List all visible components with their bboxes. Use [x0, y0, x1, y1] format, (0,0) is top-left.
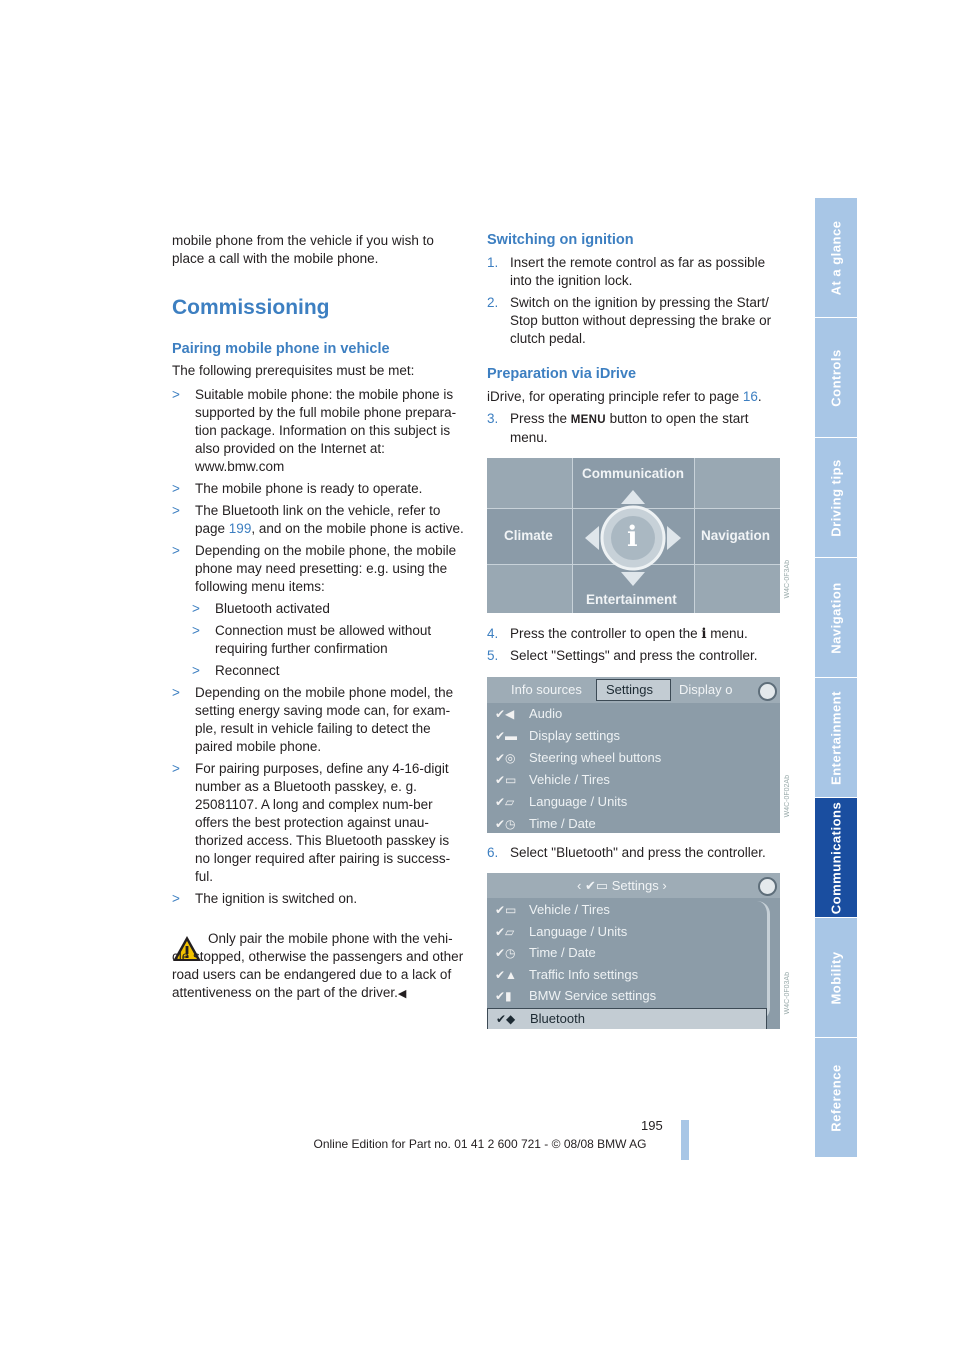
list-item[interactable]: ✔◷ Time / Date [495, 945, 596, 960]
display-icon: ✔▬ [495, 729, 518, 743]
idrive-title: Preparation via iDrive [487, 366, 637, 382]
step-item: 2. Switch on the ignition by pressing the Start/ Stop button without depressing the brake or clutch pedal. [487, 295, 772, 346]
list-item: > Depending on the mobile phone model, the setting energy saving mode can, for exam-ple, result in vehicle failing to detect the paired mobile phone. [172, 685, 454, 754]
language-icon: ✔▱ [495, 925, 515, 939]
vehicle-icon: ✔▭ [495, 903, 517, 917]
list-item[interactable]: ✔▲ Traffic Info settings [495, 967, 639, 982]
sub-list-item: > Connection must be allowed without requiring further confirmation [192, 623, 432, 656]
list-item: > The ignition is switched on. [172, 891, 358, 906]
tab-controls[interactable]: Controls [815, 318, 857, 439]
joystick-icon [758, 877, 777, 896]
step-item: 4. Press the controller to open the i menu. [487, 626, 748, 642]
joystick-icon [758, 682, 777, 701]
list-item: > The mobile phone is ready to operate. [172, 481, 423, 496]
info-i-icon: i [701, 626, 707, 642]
image-code: W4C-0F03Ab [784, 972, 791, 1015]
tab-display-options[interactable]: Display o [679, 682, 733, 697]
settings-menu-screen [487, 677, 780, 833]
bluetooth-icon: ✔◆ [496, 1012, 516, 1026]
clock-icon: ✔◷ [495, 946, 516, 960]
settings-header: ‹ ✔▭ Settings › [577, 878, 667, 893]
settings-list [487, 704, 780, 833]
step-item: 1. Insert the remote control as far as possible into the ignition lock. [487, 255, 766, 288]
tab-navigation[interactable]: Navigation [815, 558, 857, 679]
page-link[interactable]: 199 [228, 521, 252, 536]
tab-at-a-glance[interactable]: At a glance [815, 198, 857, 319]
list-item[interactable]: ✔▬ Display settings [495, 728, 621, 743]
intro-text: mobile phone from the vehicle if you wish to place a call with the mobile phone. [172, 233, 434, 266]
vehicle-icon: ✔▭ [495, 773, 517, 787]
language-icon: ✔▱ [495, 795, 515, 809]
service-icon: ✔▮ [495, 989, 512, 1003]
idrive-intro: iDrive, for operating principle refer to page 16. 3. Press the MENU button to open the start menu. [487, 388, 782, 447]
footer-text: Online Edition for Part no. 01 41 2 600 721 - © 08/08 BMW AG [313, 1137, 647, 1151]
list-item[interactable]: ✔▮ BMW Service settings [495, 988, 657, 1003]
page-link[interactable]: 16 [742, 389, 758, 404]
menu-button-icon: MENU [570, 414, 606, 426]
tab-driving-tips[interactable]: Driving tips [815, 438, 857, 559]
menu-navigation[interactable]: Navigation [701, 528, 771, 543]
list-item: > The Bluetooth link on the vehicle, refer to page 199, and on the mobile phone is active. [172, 503, 464, 536]
menu-communication[interactable]: Communication [582, 466, 685, 481]
step6 [487, 844, 782, 862]
step-item: 6. Select "Bluetooth" and press the controller. [487, 845, 766, 860]
tab-info-sources[interactable]: Info sources [511, 682, 582, 697]
start-menu-screen [487, 458, 780, 613]
chapter-tabs [815, 198, 857, 1160]
list-item[interactable]: ✔◀ Audio [495, 706, 563, 721]
list-item[interactable]: ✔◷ Time / Date [495, 816, 596, 831]
info-icon: i [627, 520, 638, 553]
list-item-selected[interactable]: ✔◆ Bluetooth [487, 1008, 767, 1029]
page-number: 195 [641, 1118, 663, 1133]
bluetooth-menu-screen [487, 873, 780, 1029]
list-item[interactable]: ✔▭ Vehicle / Tires [495, 902, 610, 917]
prereq-intro: The following prerequisites must be met: [172, 363, 415, 378]
step-item: 3. Press the MENU button to open the start menu. [487, 411, 749, 445]
list-item: > For pairing purposes, define any 4-16-digit number as a Bluetooth passkey, e. g. 25081107. A long and complex num-ber offers the best protection against unau-thorized access. This Bluetooth passkey is no longer required after pairing is success-ful. [172, 761, 451, 884]
sub-list-item: > Bluetooth activated [192, 601, 330, 616]
tab-mobility[interactable]: Mobility [815, 918, 857, 1039]
image-code: W4C-0F3Ab [784, 560, 791, 599]
audio-icon: ✔◀ [495, 707, 515, 721]
sub-list-item: > Reconnect [192, 663, 280, 678]
subsection-title: Pairing mobile phone in vehicle [172, 341, 390, 357]
list-item[interactable]: ✔▱ Language / Units [495, 924, 628, 939]
traffic-icon: ✔▲ [495, 968, 517, 982]
step-item: 5. Select "Settings" and press the controller. [487, 648, 758, 663]
ignition-title: Switching on ignition [487, 232, 634, 248]
step4 [487, 625, 782, 665]
tab-entertainment[interactable]: Entertainment [815, 678, 857, 799]
menu-climate[interactable]: Climate [504, 528, 553, 543]
ignition-steps [487, 254, 782, 348]
image-code: W4C-0F02Ab [784, 775, 791, 818]
settings-list [487, 900, 767, 1029]
tab-communications[interactable]: Communications [815, 798, 857, 919]
settings-icon: ✔▭ [584, 878, 612, 893]
list-item[interactable]: ✔◎ Steering wheel buttons [495, 750, 662, 765]
steering-wheel-icon: ✔◎ [495, 751, 516, 765]
clock-icon: ✔◷ [495, 817, 516, 831]
list-item[interactable]: ✔▱ Language / Units [495, 794, 628, 809]
list-item[interactable]: ✔▭ Vehicle / Tires [495, 772, 610, 787]
warning-text: Only pair the mobile phone with the vehi-cle stopped, otherwise the passengers and other road users can be endangered due to a lack of attentiveness on the part of the driver.◀ [172, 931, 464, 1000]
section-title: Commissioning [172, 296, 330, 319]
menu-entertainment[interactable]: Entertainment [586, 592, 677, 607]
list-item: > Depending on the mobile phone, the mobile phone may need presetting: e.g. using the following menu items: [172, 543, 457, 594]
list-item: > Suitable mobile phone: the mobile phone is supported by the full mobile phone prepara-tion package. Information on this subject is also provided on the Internet at: www.bmw.com [172, 387, 457, 474]
tab-settings[interactable]: Settings [596, 679, 671, 701]
tab-reference[interactable]: Reference [815, 1038, 857, 1159]
end-marker: ◀ [397, 988, 407, 1000]
prereq-list [172, 362, 467, 908]
